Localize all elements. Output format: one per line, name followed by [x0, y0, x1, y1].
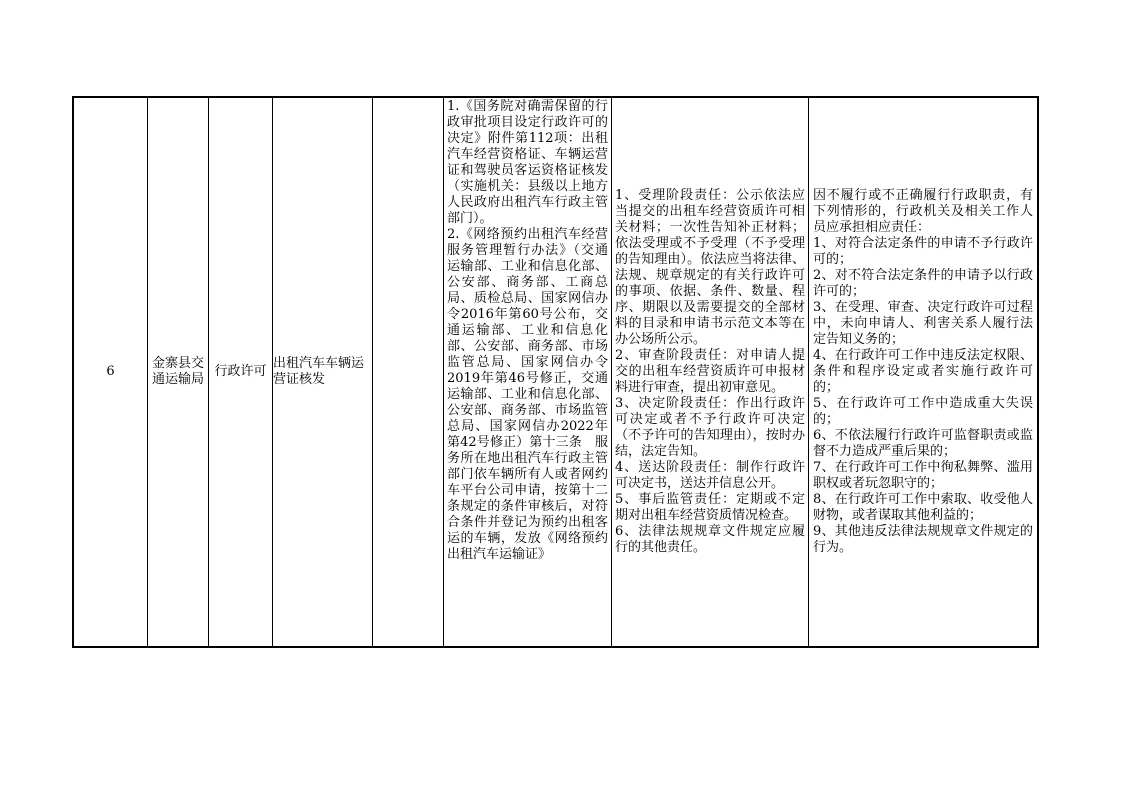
power-type: 行政许可	[214, 364, 267, 379]
basis-paragraph-2: 2.《网络预约出租汽车经营服务管理暂行办法》（交通运输部、工业和信息化部、公安部、商务部、工商总局、质检总局、国家网信办令2016年第60号公布，交通运输部、工业和信息化部、公安部、商务部、市场监管总局、国家网信办令2019年第46号修正，交通运输部、工业和信息化部、公安部、商务部、市场监管总局、国家网信办2022年第42号修正）第十三条 服务所在地出租汽车行政主管部门依车辆所有人或者网约车平台公司申请，按第十二条规定的条件审核后，对符合条件并登记为预约出租客运的车辆，发放《网络预约出租汽车运输证》	[447, 227, 608, 562]
responsibility-item-1: 1、受理阶段责任：公示依法应当提交的出租车经营资质许可相关材料；一次性告知补正材料；依法受理或不予受理（不予受理的告知理由）。依法应当将法律、法规、规章规定的有关行政许可的事项、依据、条件、数量、程序、期限以及需要提交的全部材料的目录和申请书示范文本等在办公场所公示。	[615, 188, 805, 347]
liability-item-1: 1、对符合法定条件的申请不予行政许可的；	[813, 236, 1033, 267]
department-name: 金寨县交通运输局	[151, 356, 204, 387]
item-name: 出租汽车车辆运营证核发	[273, 356, 365, 387]
legal-basis-text	[444, 98, 611, 646]
liability-text	[809, 188, 1037, 556]
liability-item-3: 3、在受理、审查、决定行政许可过程中，未向申请人、利害关系人履行法定告知义务的；	[813, 300, 1033, 347]
row-number: 6	[106, 364, 115, 379]
liability-item-5: 5、在行政许可工作中造成重大失误的；	[813, 396, 1033, 427]
liability-cell	[809, 97, 1039, 647]
liability-item-2: 2、对不符合法定条件的申请予以行政许可的；	[813, 268, 1033, 299]
responsibility-item-5: 5、事后监管责任：定期或不定期对出租车经营资质情况检查。	[615, 492, 805, 523]
responsibility-item-2: 2、审查阶段责任：对申请人提交的出租车经营资质许可申报材料进行审查，提出初审意见。	[615, 348, 805, 395]
basis-paragraph-1: 1.《国务院对确需保留的行政审批项目设定行政许可的决定》附件第112项：出租汽车经营资格证、车辆运营证和驾驶员客运资格证核发（实施机关：县级以上地方人民政府出租汽车行政主管部门）。	[447, 99, 608, 226]
responsibility-cell	[612, 97, 809, 647]
liability-item-6: 6、不依法履行行政许可监督职责或监督不力造成严重后果的；	[813, 428, 1033, 459]
liability-intro: 因不履行或不正确履行行政职责，有下列情形的，行政机关及相关工作人员应承担相应责任：	[813, 188, 1033, 235]
table-row	[73, 97, 1038, 647]
item-name-cell	[273, 97, 373, 647]
liability-item-4: 4、在行政许可工作中违反法定权限、条件和程序设定或者实施行政许可的；	[813, 348, 1033, 395]
power-responsibility-table	[72, 96, 1039, 648]
legal-basis-cell	[444, 97, 612, 647]
responsibility-item-6: 6、法律法规规章文件规定应履行的其他责任。	[615, 524, 805, 555]
row-number-cell	[73, 97, 148, 647]
liability-item-8: 8、在行政许可工作中索取、收受他人财物，或者谋取其他利益的；	[813, 492, 1033, 523]
liability-item-9: 9、其他违反法律法规规章文件规定的行为。	[813, 524, 1033, 555]
responsibility-item-3: 3、决定阶段责任：作出行政许可决定或者不予行政许可决定（不予许可的告知理由），按时办结，法定告知。	[615, 396, 805, 459]
responsibility-item-4: 4、送达阶段责任：制作行政许可决定书，送达并信息公开。	[615, 460, 805, 491]
responsibility-text	[612, 188, 808, 556]
department-cell	[148, 97, 209, 647]
sub-item-cell	[373, 97, 444, 647]
liability-item-7: 7、在行政许可工作中徇私舞弊、滥用职权或者玩忽职守的；	[813, 460, 1033, 491]
power-type-cell	[209, 97, 273, 647]
